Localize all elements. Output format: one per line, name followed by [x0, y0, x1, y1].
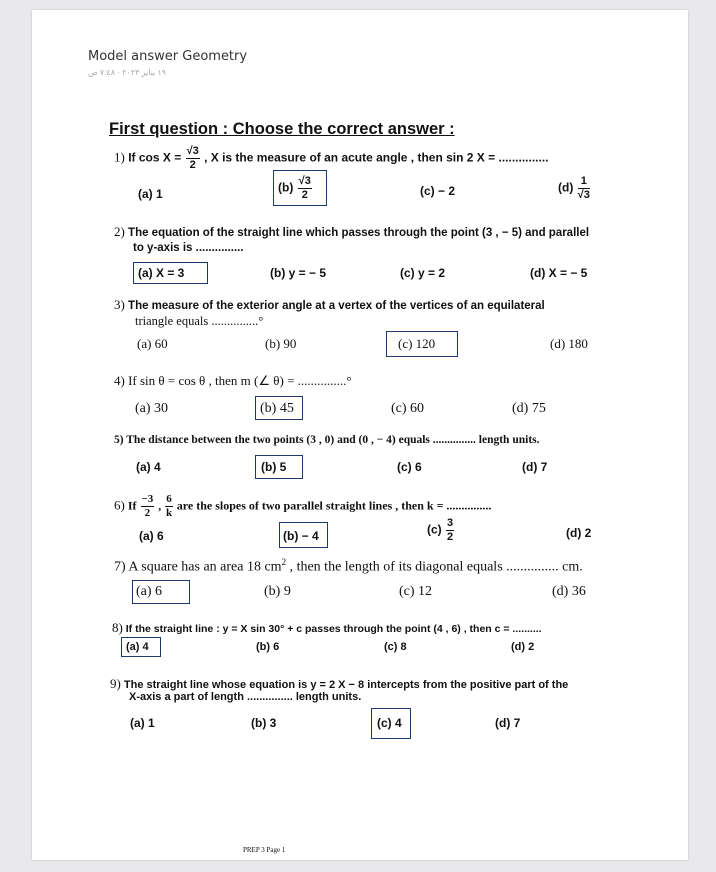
option-b[interactable]: (b) 90	[265, 336, 297, 351]
option-b[interactable]: (b) − 4	[283, 529, 319, 543]
page-footer: PREP 3 Page 1	[243, 846, 286, 854]
fraction-denominator: 2	[144, 507, 151, 519]
option-d[interactable]: (d) 75	[512, 401, 546, 416]
answer-highlight-box	[371, 708, 411, 739]
fraction	[141, 494, 155, 519]
question-4	[114, 373, 352, 389]
question-number: 5)	[114, 434, 124, 446]
question-8	[112, 620, 542, 636]
fraction	[446, 518, 454, 543]
option-b[interactable]: (b) 5	[261, 460, 287, 474]
fraction-numerator: 3	[447, 517, 454, 529]
option-a[interactable]: (a) 1	[130, 716, 155, 730]
fraction-denominator: 2	[301, 189, 308, 201]
question-number: 9)	[110, 676, 121, 691]
option-d[interactable]: (d) 7	[495, 716, 521, 730]
question-stem-line-2: triangle equals ...............°	[135, 314, 264, 328]
fraction-numerator: 1	[578, 176, 590, 189]
question-stem: The equation of the straight line which passes through the point (3 , − 5) and parallel	[128, 227, 590, 239]
option-a[interactable]: (a) 1	[138, 187, 163, 201]
option-a[interactable]: (a) 6	[136, 584, 163, 599]
option-label: (c)	[427, 522, 442, 537]
question-2	[114, 224, 589, 240]
question-stem: , then the length of its diagonal equals ............... cm.	[289, 559, 583, 575]
question-stem: , X is the measure of an acute angle , then sin 2 X = ...............	[204, 150, 549, 165]
option-c[interactable]: (c) 120	[398, 336, 436, 351]
question-stem: The straight line whose equation is y = 2 X − 8 intercepts from the positive part of the	[123, 679, 569, 691]
question-stem: If cos X =	[128, 150, 182, 165]
question-1	[114, 146, 549, 171]
option-a[interactable]: (a) 30	[135, 401, 169, 416]
answer-highlight-box	[133, 262, 208, 284]
option-a[interactable]: (a) X = 3	[138, 266, 185, 280]
option-c[interactable]: (c) 12	[399, 584, 433, 599]
fraction-numerator: −3	[141, 493, 154, 505]
option-b[interactable]: (b) 6	[256, 641, 280, 653]
fraction-denominator: 2	[447, 531, 454, 543]
option-c[interactable]: (c) 60	[391, 401, 425, 416]
fraction	[186, 146, 200, 171]
option-d[interactable]	[558, 176, 591, 201]
answer-highlight-box	[255, 396, 303, 420]
question-3	[114, 297, 545, 313]
question-9	[110, 676, 568, 692]
option-label: (d)	[558, 180, 574, 195]
option-d[interactable]: (d) 2	[566, 526, 592, 540]
option-a[interactable]: (a) 60	[137, 336, 168, 351]
question-stem-line-2: to y-axis is ...............	[133, 242, 244, 254]
question-stem: If the straight line : y = X sin 30° + c passes through the point (4 , 6) , then c = ..........	[125, 623, 542, 635]
question-number: 4)	[114, 373, 125, 388]
answer-highlight-box	[132, 580, 190, 604]
option-b[interactable]: (b) 3	[251, 716, 277, 730]
option-b[interactable]: (b) y = − 5	[270, 266, 327, 280]
option-d[interactable]: (d) 7	[522, 460, 548, 474]
fraction-denominator: 2	[189, 159, 196, 171]
question-number: 8)	[112, 620, 123, 635]
question-number: 3)	[114, 297, 125, 312]
question-number: 6)	[114, 497, 125, 513]
question-6	[114, 494, 491, 519]
fraction-numerator: √3	[186, 145, 199, 157]
fraction-numerator: √3	[298, 175, 311, 187]
fraction-denominator: k	[165, 507, 173, 519]
answer-highlight-box	[255, 455, 303, 479]
fraction	[165, 494, 173, 519]
option-b[interactable]: (b) 9	[264, 584, 291, 599]
option-d[interactable]: (d) X = − 5	[530, 266, 588, 280]
fraction-numerator: 6	[166, 493, 172, 505]
answer-highlight-box	[279, 522, 328, 548]
option-b[interactable]: (b) 45	[260, 401, 294, 416]
question-stem: A square has an area 18 cm	[128, 559, 282, 575]
question-stem: The distance between the two points (3 , 0) and (0 , − 4) equals ............... length units.	[126, 434, 540, 446]
separator: ,	[158, 498, 162, 513]
question-7	[114, 557, 583, 576]
option-d[interactable]: (d) 36	[552, 584, 586, 599]
option-c[interactable]: (c) 8	[384, 641, 407, 653]
section-heading: First question : Choose the correct answer :	[109, 120, 455, 138]
question-stem: The measure of the exterior angle at a vertex of the vertices of an equilateral	[128, 300, 545, 312]
question-number: 2)	[114, 224, 125, 239]
question-number: 1)	[114, 149, 125, 165]
superscript: 2	[281, 557, 287, 567]
document-date: ١٩ يناير ٢٠٢٣ · ٧:٤٨ ص	[88, 68, 167, 77]
question-stem: If	[127, 498, 137, 513]
question-stem: If sin θ = cos θ , then m (∠ θ) = ...............°	[128, 373, 352, 388]
fraction	[578, 176, 590, 201]
option-label: (b)	[278, 180, 294, 195]
question-stem: are the slopes of two parallel straight lines , then k = ...............	[176, 498, 492, 513]
option-c[interactable]: (c) y = 2	[400, 266, 446, 280]
option-c[interactable]: (c) − 2	[420, 184, 456, 198]
fraction-denominator: √3	[577, 189, 590, 201]
option-d[interactable]: (d) 180	[550, 336, 588, 351]
option-a[interactable]: (a) 4	[136, 460, 161, 474]
answer-highlight-box	[386, 331, 458, 357]
answer-highlight-box	[121, 637, 161, 657]
question-number: 7)	[114, 559, 126, 575]
option-a[interactable]: (a) 4	[126, 641, 149, 653]
option-c[interactable]	[427, 518, 455, 543]
option-c[interactable]: (c) 6	[397, 460, 422, 474]
question-stem-line-2: X-axis a part of length ............... length units.	[129, 691, 362, 703]
document-title: Model answer Geometry	[88, 49, 248, 64]
question-5	[114, 434, 540, 446]
option-c[interactable]: (c) 4	[377, 716, 402, 730]
option-a[interactable]: (a) 6	[139, 529, 164, 543]
answer-highlight-box	[273, 170, 327, 206]
option-d[interactable]: (d) 2	[511, 641, 535, 653]
